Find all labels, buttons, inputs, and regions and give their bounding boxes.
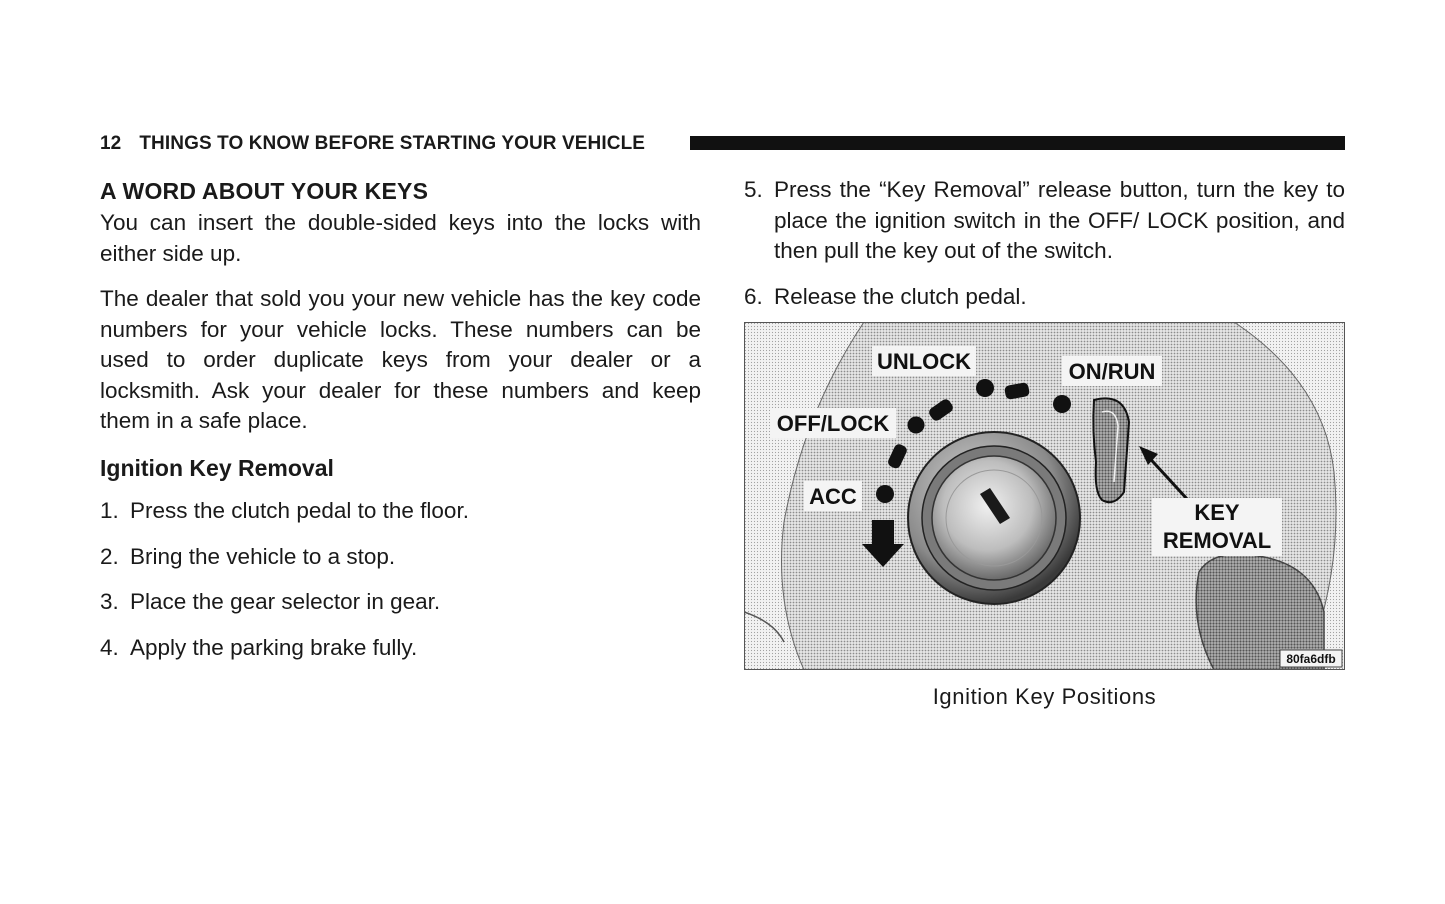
label-unlock-text: UNLOCK [876,349,972,374]
step-4 [100,633,701,664]
key-removal-button [1093,398,1129,502]
ignition-illustration [744,322,1345,670]
step-text: Press the clutch pedal to the floor. [130,498,469,523]
step-text: Bring the vehicle to a stop. [130,543,396,569]
step-3 [100,587,701,618]
section-title: THINGS TO KNOW BEFORE STARTING YOUR VEHICLE [139,133,646,154]
page-number: 12 [100,133,122,154]
label-acc-text: ACC [809,484,857,509]
label-off-lock-text: OFF/LOCK [776,411,890,436]
label-on-run [1062,356,1162,386]
label-off-lock [770,408,896,438]
paragraph-keys-insert: You can insert the double-sided keys into the locks with either side up. [100,210,701,266]
position-dot-acc [876,485,894,503]
label-on-run-text: ON/RUN [1068,359,1156,384]
step-5 [744,175,1345,267]
label-key-removal [1152,498,1282,556]
image-code-text: 80fa6dfb [1286,652,1336,666]
subheading-ignition-key-removal: Ignition Key Removal [100,454,334,481]
section-heading-keys: A WORD ABOUT YOUR KEYS [100,178,429,204]
step-number: 3. [100,589,119,614]
label-unlock [872,346,976,376]
position-dot-on [1053,395,1071,413]
step-number: 4. [100,634,119,660]
header-text [100,131,645,157]
label-key-text: KEY [1194,500,1240,525]
left-column [100,175,701,678]
image-code-tag [1280,650,1342,667]
step-1 [100,496,701,527]
paragraph-key-codes: The dealer that sold you your new vehicle has the key code numbers for your vehicle locks. These numbers can be used to order duplicate keys from your dealer or a locksmith. Ask your dealer for these numbers and keep them in a safe place. [100,286,701,433]
step-text: Press the “Key Removal” release button, turn the key to place the ignition switch in the OFF/ LOCK position, and then pull the key out of the switch. [774,177,1345,263]
step-text: Release the clutch pedal. [774,283,1027,309]
label-acc [804,481,862,511]
ignition-figure [744,322,1345,670]
running-header [100,131,1345,157]
step-6 [744,282,1345,313]
step-number: 1. [100,498,119,523]
label-removal-text: REMOVAL [1162,528,1272,553]
lock-cylinder [932,456,1056,580]
step-number: 6. [744,283,763,309]
header-rule [690,136,1345,150]
figure-caption: Ignition Key Positions [932,684,1157,709]
step-text: Place the gear selector in gear. [130,589,441,614]
step-number: 5. [744,177,763,202]
right-column [744,175,1345,327]
step-number: 2. [100,543,119,569]
step-2 [100,542,701,573]
step-text: Apply the parking brake fully. [130,634,418,660]
